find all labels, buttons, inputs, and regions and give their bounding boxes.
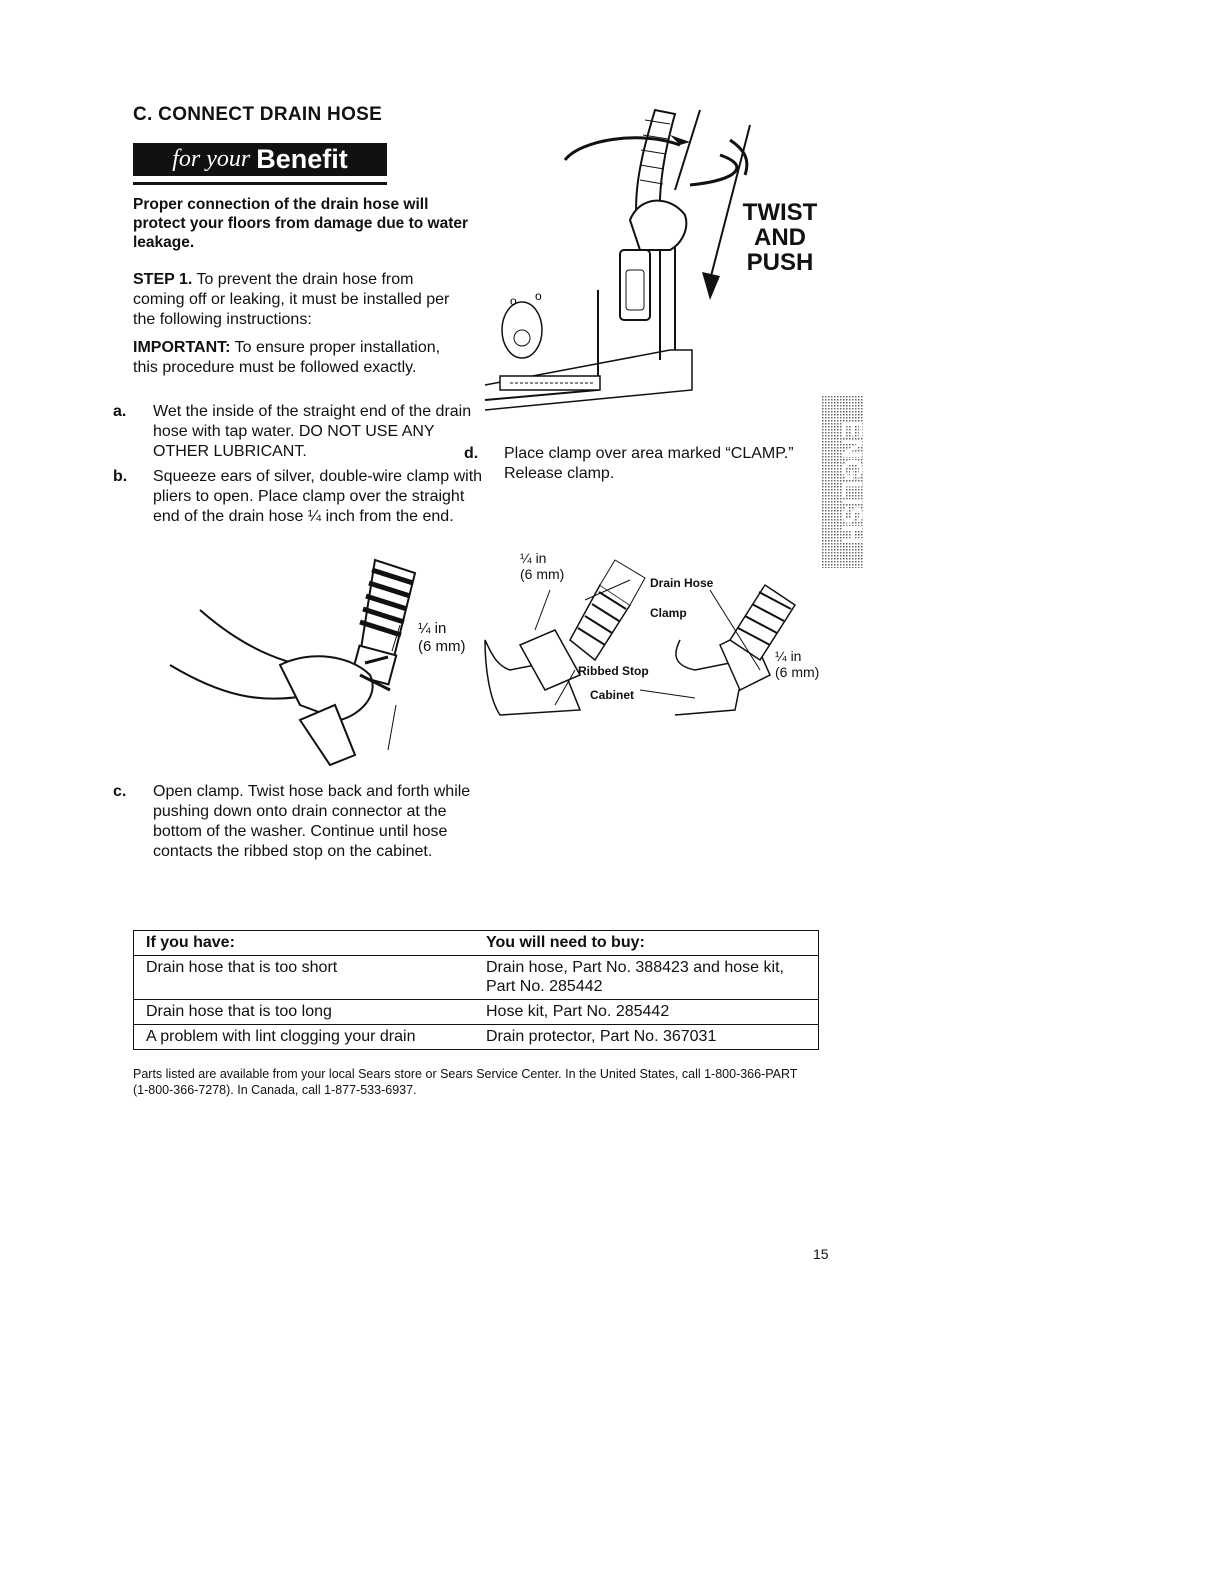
cabinet-label: Cabinet <box>590 688 635 702</box>
step1-label: STEP 1. <box>133 271 193 288</box>
and-label: AND <box>754 224 806 251</box>
table-cell: Hose kit, Part No. 285442 <box>474 1000 819 1025</box>
step1-text: To prevent the drain hose from coming off or leaking, it must be installed per the following instructions: <box>133 271 450 328</box>
for-your-benefit-banner <box>133 143 387 176</box>
step-item-b <box>113 467 493 527</box>
table-row <box>134 956 819 1000</box>
item-b-text: Squeeze ears of silver, double-wire clamp with pliers to open. Place clamp over the straight end of the drain hose ¼ inch from the end. <box>153 468 483 525</box>
pliers-clamp-illustration <box>160 555 470 770</box>
ribbed-stop-label: Ribbed Stop <box>578 664 649 678</box>
twist-label: TWIST <box>742 199 818 226</box>
item-b-label: b. <box>113 468 128 485</box>
step-item-a <box>113 402 493 462</box>
quarter-inch-label: ¼ in <box>418 620 447 637</box>
benefit-word: Benefit <box>256 144 348 174</box>
svg-text:o: o <box>535 289 542 303</box>
item-c-text: Open clamp. Twist hose back and forth while pushing down onto drain connector at the bottom of the washer. Continue until hose contacts the ribbed stop on the cabinet. <box>153 783 471 860</box>
right-six-mm-label: (6 mm) <box>775 664 820 680</box>
benefit-prefix: for your <box>172 146 251 172</box>
item-d-label: d. <box>464 445 479 462</box>
side-tab-text: ENGLISH <box>837 419 868 545</box>
table-cell: A problem with lint clogging your drain <box>134 1025 475 1050</box>
language-side-tab <box>822 396 868 568</box>
important-label: IMPORTANT: <box>133 339 231 356</box>
table-cell: Drain hose that is too long <box>134 1000 475 1025</box>
table-cell: Drain protector, Part No. 367031 <box>474 1025 819 1050</box>
left-six-mm-label: (6 mm) <box>520 566 565 582</box>
header-need-to-buy: You will need to buy: <box>474 931 819 956</box>
important-paragraph <box>133 338 468 378</box>
table-cell: Drain hose, Part No. 388423 and hose kit, Part No. 285442 <box>474 956 819 1000</box>
six-mm-label: (6 mm) <box>418 638 466 655</box>
twist-push-illustration <box>480 100 710 430</box>
drain-hose-label: Drain Hose <box>650 576 714 590</box>
table-row <box>134 1000 819 1025</box>
table-row <box>134 1025 819 1050</box>
parts-table <box>133 930 819 1050</box>
side-tab-pattern <box>822 396 868 568</box>
page-number: 15 <box>813 1246 829 1262</box>
left-dimension-label <box>520 550 564 582</box>
pliers-dimension-label <box>418 620 466 656</box>
svg-text:o: o <box>510 294 517 308</box>
step-item-d <box>464 444 794 484</box>
table-cell: Drain hose that is too short <box>134 956 475 1000</box>
push-label: PUSH <box>746 249 814 276</box>
item-a-text: Wet the inside of the straight end of the drain hose with tap water. DO NOT USE ANY OTHER LUBRICANT. <box>153 403 472 460</box>
right-quarter-inch-label: ¼ in <box>775 648 802 664</box>
section-heading: C. CONNECT DRAIN HOSE <box>133 104 383 125</box>
header-if-you-have: If you have: <box>134 931 475 956</box>
benefit-lead-text: Proper connection of the drain hose will protect your floors from damage due to water leakage. <box>133 196 469 251</box>
parts-footnote: Parts listed are available from your local Sears store or Sears Service Center. In the United States, call 1-800-366-PART (1-800-366-7278). In Canada, call 1-877-533-6937. <box>133 1067 798 1097</box>
step-item-c <box>113 782 493 862</box>
important-text: To ensure proper installation, this procedure must be followed exactly. <box>133 339 441 376</box>
item-a-label: a. <box>113 403 127 420</box>
clamp-label: Clamp <box>650 606 687 620</box>
banner-underline <box>133 182 387 185</box>
right-dimension-label <box>775 648 819 680</box>
left-quarter-inch-label: ¼ in <box>520 550 547 566</box>
twist-and-push-label <box>740 200 820 275</box>
item-c-label: c. <box>113 783 127 800</box>
item-d-text: Place clamp over area marked “CLAMP.” Release clamp. <box>504 445 794 482</box>
step1-paragraph <box>133 270 468 330</box>
table-header-row <box>134 931 819 956</box>
